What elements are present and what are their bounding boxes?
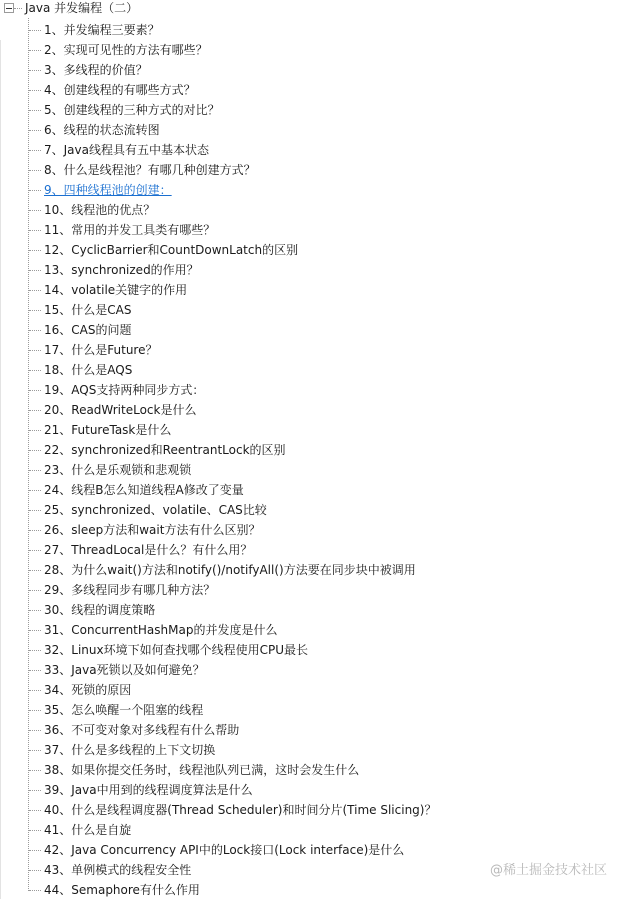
tree-item-label[interactable]: 36、不可变对象对多线程有什么帮助 — [44, 723, 240, 737]
tree-item[interactable] — [0, 680, 620, 700]
tree-item[interactable] — [0, 240, 620, 260]
tree-item-label[interactable]: 37、什么是多线程的上下文切换 — [44, 743, 216, 757]
tree-item[interactable] — [0, 140, 620, 160]
tree-item[interactable] — [0, 760, 620, 780]
tree-connector — [29, 530, 41, 531]
tree-connector — [29, 790, 41, 791]
tree-item-label[interactable]: 34、死锁的原因 — [44, 683, 132, 697]
tree-item-label[interactable]: 14、volatile关键字的作用 — [44, 283, 188, 297]
tree-item[interactable] — [0, 620, 620, 640]
tree-item-label[interactable]: 1、并发编程三要素？ — [44, 23, 160, 37]
tree-connector — [29, 850, 41, 851]
tree-connector — [29, 90, 41, 91]
watermark: @稀土掘金技术社区 — [489, 863, 607, 878]
tree-item[interactable] — [0, 360, 620, 380]
tree-item-label[interactable]: 8、什么是线程池？有哪几种创建方式？ — [44, 163, 256, 177]
tree-item-label[interactable]: 26、sleep方法和wait方法有什么区别？ — [44, 523, 261, 537]
tree-item-label[interactable]: 27、ThreadLocal是什么？有什么用？ — [44, 543, 253, 557]
tree-item[interactable] — [0, 640, 620, 660]
tree-item[interactable] — [0, 400, 620, 420]
tree-item-label[interactable]: 40、什么是线程调度器(Thread Scheduler)和时间分片(Time Slicing)？ — [44, 803, 437, 817]
tree-item-label[interactable]: 13、synchronized的作用？ — [44, 263, 199, 277]
tree-connector — [29, 730, 41, 731]
tree-item-label[interactable]: 2、实现可见性的方法有哪些？ — [44, 43, 208, 57]
tree-connector — [29, 490, 41, 491]
tree-connector — [29, 710, 41, 711]
tree-item[interactable] — [0, 780, 620, 800]
tree-item[interactable] — [0, 260, 620, 280]
tree-item-label[interactable]: 21、FutureTask是什么 — [44, 423, 172, 437]
tree-item[interactable] — [0, 60, 620, 80]
tree-connector — [29, 410, 41, 411]
tree-item[interactable] — [0, 880, 620, 900]
tree-item[interactable] — [0, 740, 620, 760]
tree-connector — [29, 430, 41, 431]
tree-item[interactable] — [0, 160, 620, 180]
tree-item[interactable] — [0, 460, 620, 480]
tree-connector — [29, 230, 41, 231]
tree-item-label[interactable]: 23、什么是乐观锁和悲观锁 — [44, 463, 192, 477]
tree-item-label[interactable]: 39、Java中用到的线程调度算法是什么 — [44, 783, 253, 797]
tree-connector — [29, 70, 41, 71]
tree-connector — [29, 570, 41, 571]
tree-connector — [29, 450, 41, 451]
tree-item-label[interactable]: 10、线程池的优点？ — [44, 203, 156, 217]
tree-connector — [29, 610, 41, 611]
tree-item-label[interactable]: 44、Semaphore有什么作用 — [44, 883, 200, 897]
tree-item-label[interactable]: 20、ReadWriteLock是什么 — [44, 403, 197, 417]
tree-item[interactable] — [0, 40, 620, 60]
tree-item-label[interactable]: 5、创建线程的三种方式的对比？ — [44, 103, 220, 117]
tree-connector — [29, 50, 41, 51]
tree-connector — [29, 670, 41, 671]
tree-connector — [29, 770, 41, 771]
tree-item[interactable] — [0, 800, 620, 820]
tree-item[interactable] — [0, 660, 620, 680]
tree-item-label[interactable]: 6、线程的状态流转图 — [44, 123, 160, 137]
tree-connector — [29, 630, 41, 631]
tree-item-label[interactable]: 18、什么是AQS — [44, 363, 133, 377]
tree-item[interactable] — [0, 180, 620, 200]
collapse-toggle-icon[interactable] — [4, 3, 14, 13]
tree-item-label[interactable]: 41、什么是自旋 — [44, 823, 132, 837]
tree-item-label[interactable]: 7、Java线程具有五中基本状态 — [44, 143, 209, 157]
tree-item[interactable] — [0, 500, 620, 520]
tree-connector — [29, 150, 41, 151]
tree-item[interactable] — [0, 340, 620, 360]
tree-connector — [29, 130, 41, 131]
tree-item-label[interactable]: 15、什么是CAS — [44, 303, 132, 317]
tree-item-label[interactable]: 12、CyclicBarrier和CountDownLatch的区别 — [44, 243, 299, 257]
tree-connector — [29, 330, 41, 331]
tree-item[interactable] — [0, 580, 620, 600]
tree-connector — [29, 830, 41, 831]
tree-item-label[interactable]: 33、Java死锁以及如何避免？ — [44, 663, 205, 677]
tree-item-label[interactable]: 30、线程的调度策略 — [44, 603, 156, 617]
tree-connector — [29, 270, 41, 271]
tree-connector — [29, 170, 41, 171]
tree-connector — [29, 890, 41, 891]
tree-item-label[interactable]: 43、单例模式的线程安全性 — [44, 863, 192, 877]
tree-item[interactable] — [0, 420, 620, 440]
tree-connector — [29, 390, 41, 391]
tree-item[interactable] — [0, 560, 620, 580]
tree-item-label[interactable]: 38、如果你提交任务时，线程池队列已满，这时会发生什么 — [44, 763, 360, 777]
tree-item-label[interactable]: 29、多线程同步有哪几种方法？ — [44, 583, 216, 597]
tree-connector — [29, 750, 41, 751]
tree-item[interactable] — [0, 600, 620, 620]
tree-item-label[interactable]: 16、CAS的问题 — [44, 323, 132, 337]
tree-connector — [29, 210, 41, 211]
tree-item[interactable] — [0, 80, 620, 100]
tree-item[interactable] — [0, 440, 620, 460]
tree-connector — [29, 650, 41, 651]
tree-connector — [29, 870, 41, 871]
tree-item[interactable] — [0, 540, 620, 560]
tree-item[interactable] — [0, 720, 620, 740]
tree-item[interactable] — [0, 220, 620, 240]
tree-item-label[interactable]: 24、线程B怎么知道线程A修改了变量 — [44, 483, 244, 497]
tree-item[interactable] — [0, 20, 620, 40]
tree-connector — [29, 250, 41, 251]
tree-item[interactable] — [0, 840, 620, 860]
tree-item-label[interactable]: 32、Linux环境下如何查找哪个线程使用CPU最长 — [44, 643, 309, 657]
tree-item[interactable] — [0, 520, 620, 540]
tree-item[interactable] — [0, 300, 620, 320]
tree-connector — [29, 310, 41, 311]
tree-item-label[interactable]: 25、synchronized、volatile、CAS比较 — [44, 503, 267, 517]
tree-connector — [14, 8, 22, 9]
tree-item-label[interactable]: 17、什么是Future？ — [44, 343, 158, 357]
tree-item[interactable] — [0, 480, 620, 500]
tree-item[interactable] — [0, 200, 620, 220]
tree-item-label[interactable]: 11、常用的并发工具类有哪些？ — [44, 223, 216, 237]
tree-connector — [29, 370, 41, 371]
tree-item-label[interactable]: 9、四种线程池的创建： — [44, 183, 172, 197]
tree-connector — [29, 290, 41, 291]
tree-item[interactable] — [0, 320, 620, 340]
tree-item[interactable] — [0, 380, 620, 400]
tree-item[interactable] — [0, 120, 620, 140]
tree-connector — [29, 470, 41, 471]
tree-item-label[interactable]: 28、为什么wait()方法和notify()/notifyAll()方法要在同步块中被调用 — [44, 563, 416, 577]
tree-connector — [29, 30, 41, 31]
tree-connector — [29, 190, 41, 191]
tree-connector — [29, 550, 41, 551]
tree-connector — [29, 690, 41, 691]
tree-connector — [29, 510, 41, 511]
tree-item[interactable] — [0, 100, 620, 120]
tree-connector — [29, 110, 41, 111]
tree-item[interactable] — [0, 820, 620, 840]
tree-item-label[interactable]: 4、创建线程的有哪些方式？ — [44, 83, 196, 97]
tree-item-label[interactable]: 3、多线程的价值？ — [44, 63, 148, 77]
tree-item-label[interactable]: 35、怎么唤醒一个阻塞的线程 — [44, 703, 204, 717]
tree-connector — [29, 590, 41, 591]
tree-item-label[interactable]: 42、Java Concurrency API中的Lock接口(Lock interface)是什么 — [44, 843, 405, 857]
tree-item-label[interactable]: 19、AQS支持两种同步方式： — [44, 383, 205, 397]
tree-connector — [29, 350, 41, 351]
tree-item[interactable] — [0, 700, 620, 720]
tree-item[interactable] — [0, 280, 620, 300]
tree-item-label[interactable]: 22、synchronized和ReentrantLock的区别 — [44, 443, 286, 457]
tree-root-title[interactable]: Java 并发编程（二） — [25, 1, 139, 15]
tree-item-label[interactable]: 31、ConcurrentHashMap的并发度是什么 — [44, 623, 278, 637]
tree-connector — [29, 810, 41, 811]
